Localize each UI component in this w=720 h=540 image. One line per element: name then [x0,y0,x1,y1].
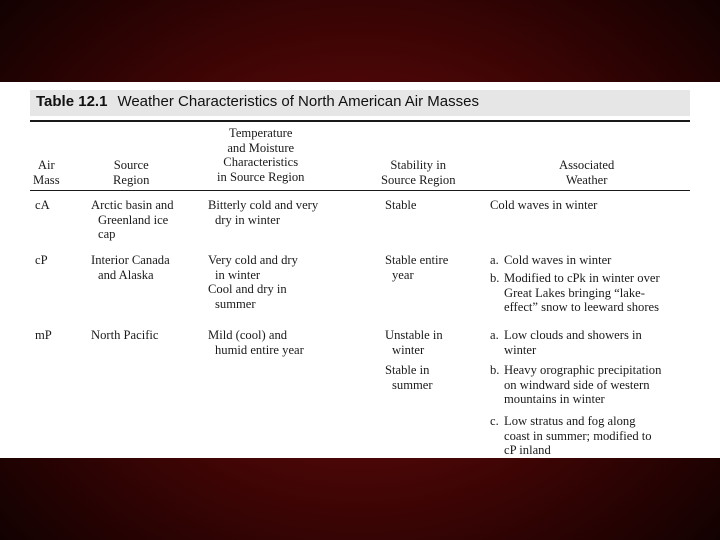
header-text: Temperature [229,126,293,140]
header-text: Source [113,158,149,172]
cell-text: Cold waves in winter [504,253,612,267]
header-air-mass [33,158,60,187]
item-label: c. [490,414,499,428]
header-top-rule [30,120,690,122]
header-text: and Moisture [227,140,295,155]
cell-text: Interior Canada [91,253,170,267]
cell-text: Stable [385,198,417,212]
bottom-background-band [0,458,720,540]
cell-text: effect” snow to leeward shores [504,300,660,314]
item-label: b. [490,363,500,377]
cell-text: Unstable in [385,328,443,342]
row-mp-source [91,328,159,343]
cell-text: Modified to cPk in winter over [504,271,660,285]
cell-text: and Alaska [98,267,154,282]
title-bar [30,90,690,116]
cell-text: on windward side of western [504,377,650,392]
cell-text: Cold waves in winter [490,198,598,212]
cell-text: cP inland [504,443,551,457]
row-mp-mass: mP [35,328,52,342]
cell-text: Low stratus and fog along [504,414,636,428]
cell-text: coast in summer; modified to [504,428,652,443]
weather-item-a [490,328,642,357]
cell-text: Heavy orographic precipitation [504,363,662,377]
header-text: Region [113,172,150,187]
cell-text: summer [392,377,433,392]
header-text: Weather [565,172,608,187]
weather-item-a [490,253,611,268]
cell-text: Great Lakes bringing “lake- [504,285,645,300]
row-mp-stability [385,328,443,392]
cell-text: winter [504,342,537,357]
header-text: Mass [33,172,60,187]
table-page [0,82,720,458]
header-stability [381,158,456,187]
header-source-region [113,158,149,187]
row-ca-temp [208,198,318,227]
cell-text: humid entire year [215,342,304,357]
row-cp-mass: cP [35,253,48,267]
header-weather [559,158,614,187]
item-label: a. [490,253,499,267]
item-label: a. [490,328,499,342]
top-background-band [0,0,720,82]
cell-text: mountains in winter [504,392,605,406]
weather-item-c [490,414,652,458]
cell-text: Stable entire [385,253,449,267]
header-text: Associated [559,158,615,172]
cell-text: Stable in [385,363,430,377]
row-ca-source [91,198,174,242]
header-text: Stability in [390,158,447,172]
cell-text: Bitterly cold and very [208,198,319,212]
row-cp-source [91,253,170,282]
header-text: Source Region [381,172,456,187]
header-text: Characteristics [223,155,299,169]
cell-text: Very cold and dry [208,253,298,267]
header-text: Air [37,158,55,172]
table-caption [36,93,479,110]
cell-text: Mild (cool) and [208,328,288,342]
header-bottom-rule [30,190,690,191]
table-number: Table 12.1 [36,93,108,110]
row-cp-temp [208,253,298,311]
weather-item-b [490,363,661,407]
cell-text: year [392,267,414,282]
row-ca-mass: cA [35,198,50,212]
row-ca-weather [490,198,597,213]
cell-text: dry in winter [215,212,281,227]
cell-text: Cool and dry in [208,282,287,296]
cell-text: Arctic basin and [91,198,174,212]
cell-text: winter [392,342,425,357]
row-cp-stability [385,253,448,282]
cell-text: cap [98,227,116,241]
weather-item-b [490,271,660,315]
header-text: in Source Region [217,169,305,184]
item-label: b. [490,271,500,285]
header-temp-moisture [217,126,304,184]
cell-text: summer [215,296,256,311]
row-mp-temp [208,328,304,357]
table-title: Weather Characteristics of North American Air Masses [117,93,479,110]
cell-text: North Pacific [91,328,159,342]
cell-text: in winter [215,267,261,282]
row-ca-stability [385,198,416,213]
cell-text: Greenland ice [98,212,169,227]
cell-text: Low clouds and showers in [504,328,642,342]
